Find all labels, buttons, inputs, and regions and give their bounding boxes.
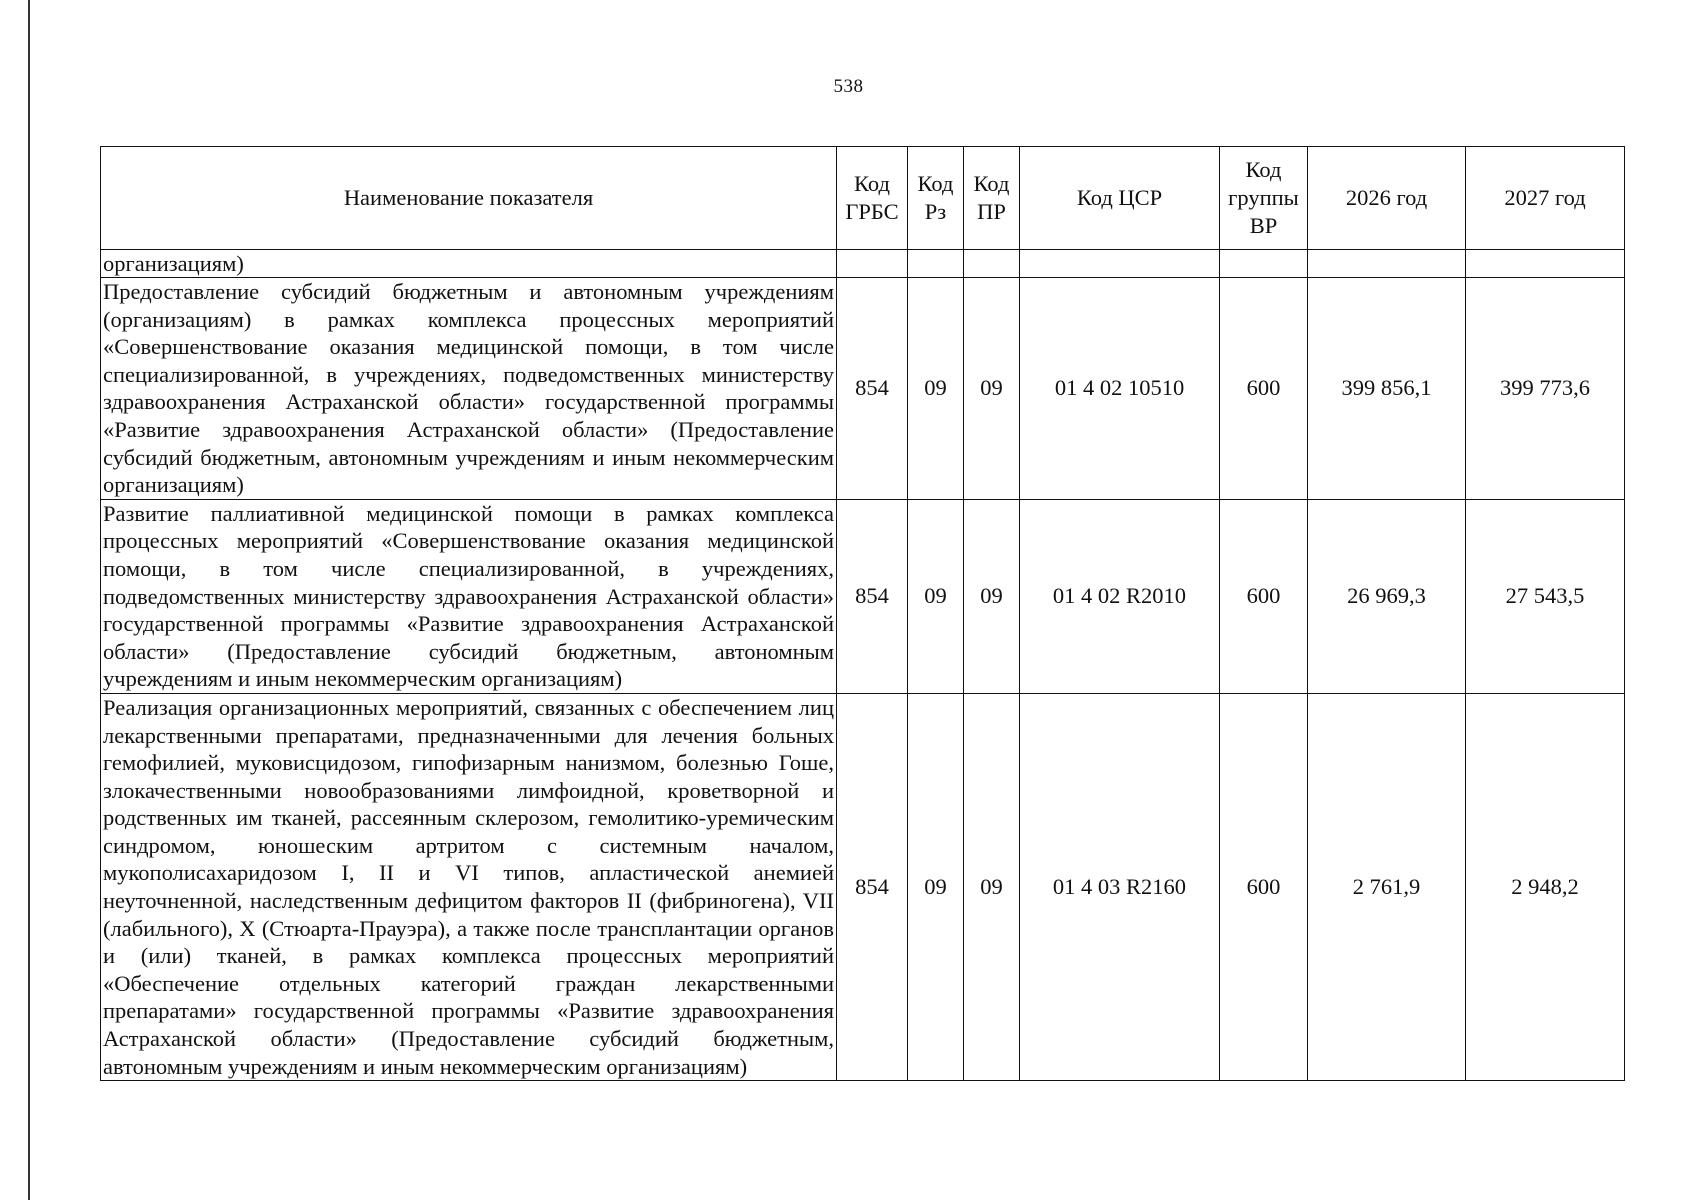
table-header: [101, 147, 1625, 250]
row-name: Развитие паллиативной медицинской помощи в рамках комплекса процессных мероприятий «Совершенствование оказания медицинской помощи, в том числе специализированной, в учреждениях, подведомственных министерству здравоохранения Астраханской области» государственной программы «Развитие здравоохранения Астраханской области» (Предоставление субсидий бюджетным, автономным учреждениям и иным некоммерческим организациям): [101, 499, 837, 693]
row-grbs: 854: [837, 499, 908, 693]
table-row: [101, 250, 1625, 278]
row-csr: [1020, 250, 1220, 278]
row-csr: 01 4 03 R2160: [1020, 693, 1220, 1080]
row-pr: 09: [964, 693, 1020, 1080]
header-row: [101, 147, 1625, 250]
row-rz: 09: [908, 693, 964, 1080]
header-2026: 2026 год: [1308, 147, 1466, 250]
row-grbs: [837, 250, 908, 278]
row-2027: 399 773,6: [1466, 278, 1625, 500]
row-csr: 01 4 02 R2010: [1020, 499, 1220, 693]
row-grbs: 854: [837, 278, 908, 500]
row-csr: 01 4 02 10510: [1020, 278, 1220, 500]
row-vr: 600: [1220, 499, 1308, 693]
row-vr: 600: [1220, 278, 1308, 500]
budget-table: [100, 146, 1625, 1081]
page-number: 538: [833, 76, 864, 97]
header-rz: Код Рз: [908, 147, 964, 250]
table-body: [101, 250, 1625, 1081]
header-name: Наименование показателя: [101, 147, 837, 250]
row-rz: 09: [908, 499, 964, 693]
row-name: организациям): [101, 250, 837, 278]
row-2027: [1466, 250, 1625, 278]
table-row: [101, 499, 1625, 693]
row-pr: 09: [964, 278, 1020, 500]
row-2026: 26 969,3: [1308, 499, 1466, 693]
row-vr: [1220, 250, 1308, 278]
row-2026: 2 761,9: [1308, 693, 1466, 1080]
header-vr: Код группы ВР: [1220, 147, 1308, 250]
row-rz: [908, 250, 964, 278]
header-2027: 2027 год: [1466, 147, 1625, 250]
row-pr: [964, 250, 1020, 278]
page-binding-line: [28, 0, 30, 1200]
row-2027: 2 948,2: [1466, 693, 1625, 1080]
table-row: [101, 278, 1625, 500]
row-vr: 600: [1220, 693, 1308, 1080]
row-2026: [1308, 250, 1466, 278]
table-row: [101, 693, 1625, 1080]
header-grbs: Код ГРБС: [837, 147, 908, 250]
row-2026: 399 856,1: [1308, 278, 1466, 500]
row-name: Предоставление субсидий бюджетным и автономным учреждениям (организациям) в рамках комплекса процессных мероприятий «Совершенствование оказания медицинской помощи, в том числе специализированной, в учреждениях, подведомственных министерству здравоохранения Астраханской области» государственной программы «Развитие здравоохранения Астраханской области» (Предоставление субсидий бюджетным, автономным учреждениям и иным некоммерческим организациям): [101, 278, 837, 500]
row-2027: 27 543,5: [1466, 499, 1625, 693]
row-rz: 09: [908, 278, 964, 500]
header-pr: Код ПР: [964, 147, 1020, 250]
row-pr: 09: [964, 499, 1020, 693]
row-name: Реализация организационных мероприятий, связанных с обеспечением лиц лекарственными препаратами, предназначенными для лечения больных гемофилией, муковисцидозом, гипофизарным нанизмом, болезнью Гоше, злокачественными новообразованиями лимфоидной, кроветворной и родственных им тканей, рассеянным склерозом, гемолитико-уремическим синдромом, юношеским артритом с системным началом, мукополисахаридозом I, II и VI типов, апластической анемией неуточненной, наследственным дефицитом факторов II (фибриногена), VII (лабильного), X (Стюарта-Прауэра), а также после трансплантации органов и (или) тканей, в рамках комплекса процессных мероприятий «Обеспечение отдельных категорий граждан лекарственными препаратами» государственной программы «Развитие здравоохранения Астраханской области» (Предоставление субсидий бюджетным, автономным учреждениям и иным некоммерческим организациям): [101, 693, 837, 1080]
header-csr: Код ЦСР: [1020, 147, 1220, 250]
row-grbs: 854: [837, 693, 908, 1080]
